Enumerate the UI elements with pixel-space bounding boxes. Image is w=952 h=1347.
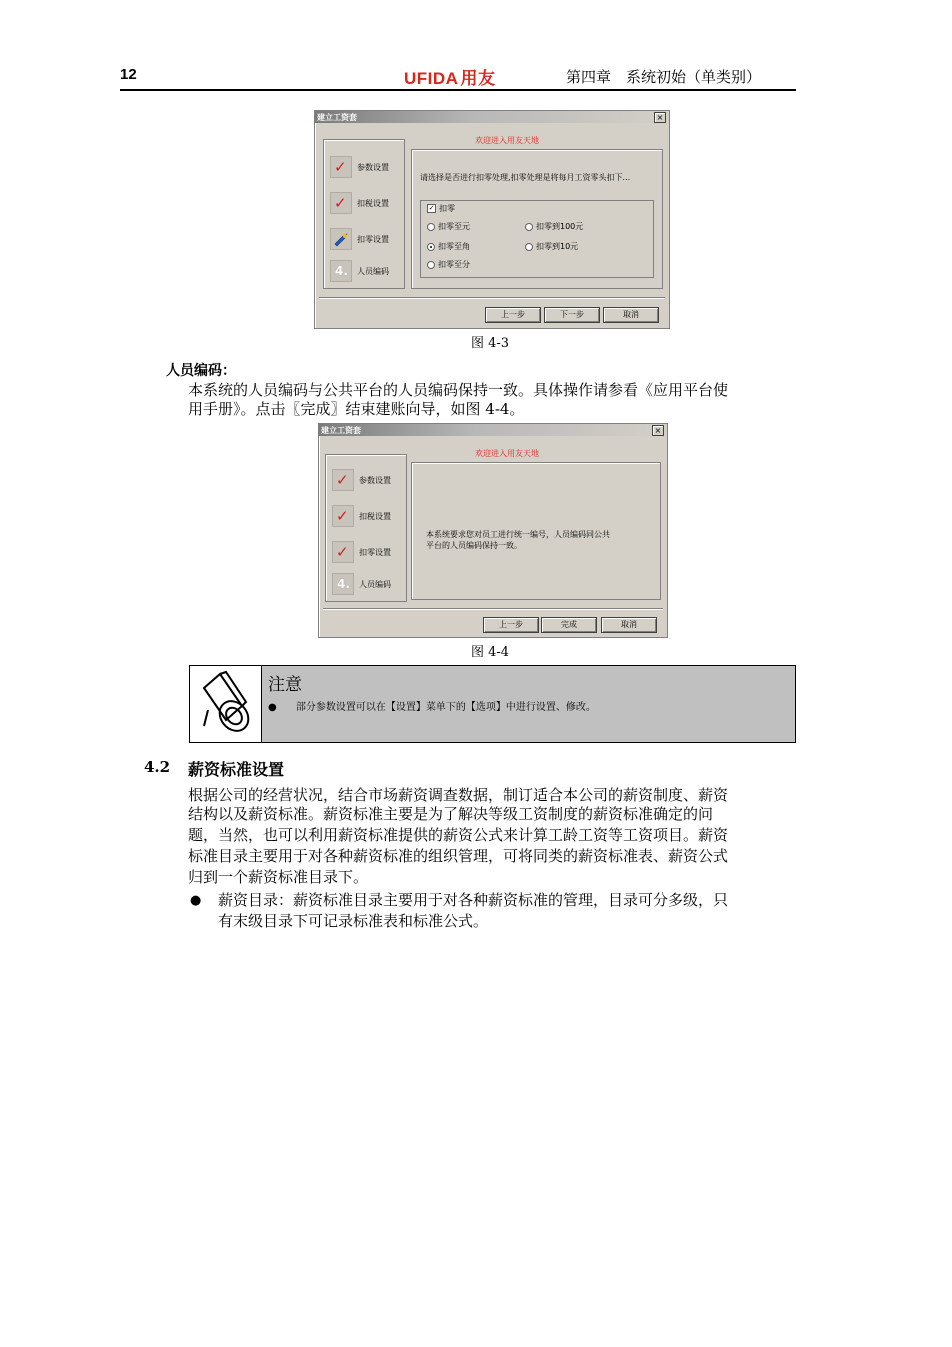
section-title: 薪资标准设置 (188, 760, 285, 779)
wizard-dialog-deduction (314, 110, 670, 329)
figure-caption: 图 4-3 (471, 336, 510, 351)
section-para-line: 归到一个薪资标准目录下。 (188, 868, 369, 886)
header-rule (120, 89, 796, 91)
step-label: 扣税设置 (359, 512, 391, 521)
message-line1: 本系统要求您对员工进行统一编号，人员编码同公共 (426, 530, 610, 539)
note-text (268, 698, 596, 713)
note-box (189, 665, 796, 743)
dialog-separator (319, 297, 665, 299)
steps-panel (323, 139, 405, 289)
loudspeaker-icon (190, 666, 262, 742)
dialog-title: 建立工资套 (317, 113, 357, 122)
section-para-line: 结构以及薪资标准。薪资标准主要是为了解决等级工资制度的薪资标准确定的问 (188, 805, 714, 823)
check-icon: ✓ (332, 469, 354, 491)
bullet: ● (268, 702, 277, 713)
check-icon: ✓ (332, 505, 354, 527)
steps-panel (325, 454, 407, 602)
check-icon: ✓ (330, 192, 352, 214)
person-code-heading: 人员编码： (166, 363, 236, 379)
close-icon[interactable]: × (652, 425, 664, 436)
dialog-titlebar (315, 111, 669, 123)
option-yuan[interactable]: 扣零至元 (427, 221, 470, 232)
note-body (262, 666, 795, 742)
bullet-line2: 有末级目录下可记录标准表和标准公式。 (218, 912, 489, 930)
finish-button[interactable]: 完成 (541, 617, 597, 633)
logo-cn: 用友 (460, 69, 496, 88)
person-code-line1: 本系统的人员编码与公共平台的人员编码保持一致。具体操作请参看《应用平台使 (188, 381, 729, 399)
next-button[interactable]: 下一步 (544, 307, 600, 323)
message-line2: 平台的人员编码保持一致。 (426, 541, 522, 550)
close-icon[interactable]: × (654, 112, 666, 123)
dialog-titlebar (319, 424, 667, 436)
page-number: 12 (120, 66, 137, 83)
prev-button[interactable]: 上一步 (483, 617, 539, 633)
ufida-logo (404, 64, 495, 89)
logo-latin: UFIDA (404, 69, 459, 88)
person-code-line2: 用手册》。点击〖完成〗结束建账向导，如图 4-4。 (188, 400, 525, 418)
check-icon: ✓ (330, 156, 352, 178)
prompt-text: 请选择是否进行扣零处理,扣零处理是将每月工资零头扣下... (420, 173, 631, 182)
wrench-icon (330, 228, 352, 250)
deduction-group (420, 200, 654, 278)
step-label: 参数设置 (357, 163, 389, 172)
section-para-line: 标准目录主要用于对各种薪资标准的组织管理，可将同类的薪资标准表、薪资公式 (188, 847, 729, 865)
option-10[interactable]: 扣零到10元 (525, 241, 578, 252)
figure-caption: 图 4-4 (471, 645, 510, 660)
chapter-title: 第四章 系统初始（单类别） (566, 68, 762, 86)
step-label: 扣零设置 (357, 235, 389, 244)
bullet-line1: 薪资目录：薪资标准目录主要用于对各种薪资标准的管理，目录可分多级，只 (218, 891, 729, 909)
option-100[interactable]: 扣零到100元 (525, 221, 583, 232)
dialog-title: 建立工资套 (321, 426, 361, 435)
note-title: 注意 (268, 675, 302, 695)
bullet: ● (190, 893, 202, 908)
options-panel (411, 149, 663, 289)
step-label: 人员编码 (357, 267, 389, 276)
deduction-checkbox[interactable]: ✓ 扣零 (428, 204, 455, 213)
dialog-separator (323, 608, 663, 610)
section-para-line: 根据公司的经营状况，结合市场薪资调查数据，制订适合本公司的薪资制度、薪资 (188, 786, 729, 804)
step-label: 人员编码 (359, 580, 391, 589)
step-label: 参数设置 (359, 476, 391, 485)
option-jiao[interactable]: 扣零至角 (427, 241, 470, 252)
section-para-line: 题，当然，也可以利用薪资标准提供的薪资公式来计算工龄工资等工资项目。薪资 (188, 826, 729, 844)
note-content: 部分参数设置可以在【设置】菜单下的【选项】中进行设置、修改。 (295, 702, 596, 713)
cancel-button[interactable]: 取消 (601, 617, 657, 633)
step-label: 扣税设置 (357, 199, 389, 208)
cancel-button[interactable]: 取消 (603, 307, 659, 323)
option-fen[interactable]: 扣零至分 (427, 259, 470, 270)
welcome-text: 欢迎进入用友天地 (475, 136, 539, 145)
welcome-text: 欢迎进入用友天地 (475, 449, 539, 458)
prev-button[interactable]: 上一步 (485, 307, 541, 323)
message-panel (411, 462, 661, 600)
check-icon: ✓ (332, 541, 354, 563)
step-number-icon: 4. (330, 260, 352, 282)
section-number: 4.2 (144, 758, 171, 776)
step-label: 扣零设置 (359, 548, 391, 557)
step-number-icon: 4. (332, 573, 354, 595)
checkbox-mark: ✓ (428, 204, 435, 212)
wizard-dialog-person-code (318, 423, 668, 638)
